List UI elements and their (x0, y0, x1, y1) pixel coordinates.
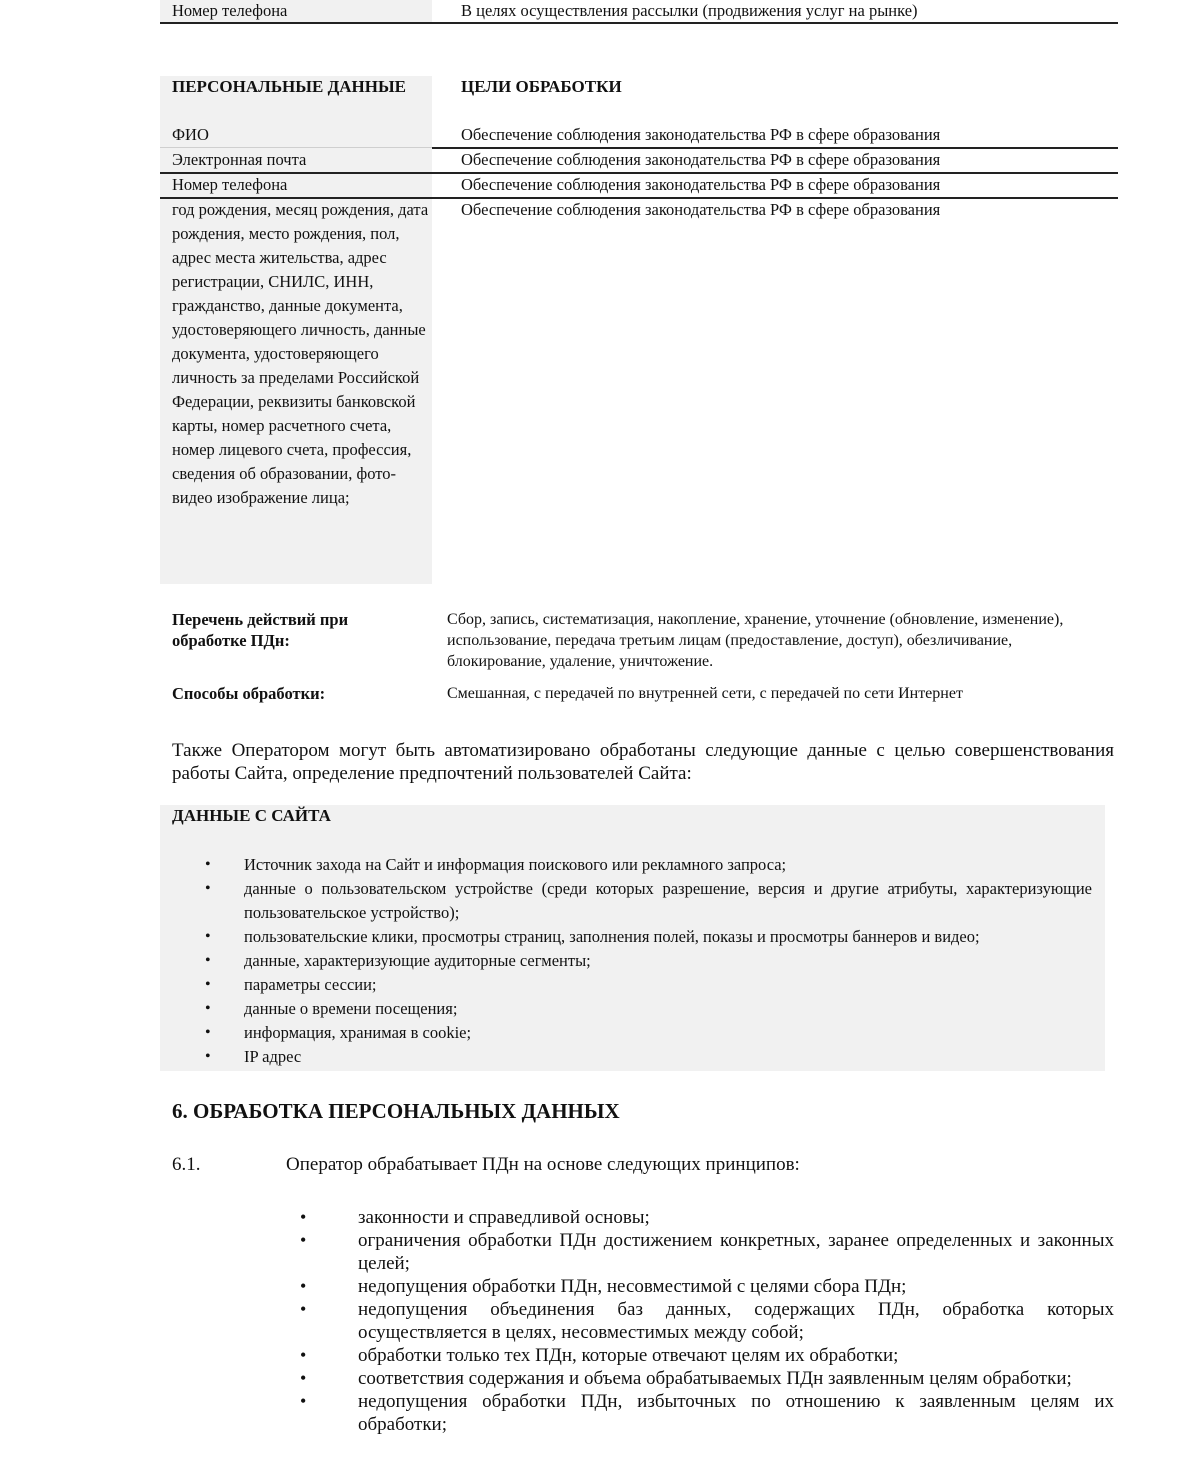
list-item: • обработки только тех ПДн, которые отвечают целям их обработки; (300, 1345, 899, 1366)
bullet-icon: • (300, 1368, 307, 1388)
previous-table-last-row (160, 0, 1118, 22)
pd-data-cell: год рождения, месяц рождения, дата рождения, место рождения, пол, адрес места жительства, адрес регистрации, СНИЛС, ИНН, гражданство, данные документа, удостоверяющего личность, данные документа, удостоверяющего личность за пределами Российской Федерации, реквизиты банковской карты, номер расчетного счета, номер лицевого счета, профессия, сведения об образовании, фото-видео изображение лица; (172, 200, 429, 507)
site-data-title: ДАННЫЕ С САЙТА (172, 806, 331, 825)
clause-number: 6.1. (172, 1154, 201, 1175)
list-item: • данные о времени посещения; (200, 997, 1092, 1021)
list-item: • IP адрес (200, 1045, 1092, 1069)
list-item: • данные о пользовательском устройстве (среди которых разрешение, версия и другие атрибуты, характеризующие пользовательское устройство); (205, 879, 1092, 922)
list-item: • Источник захода на Сайт и информация поискового или рекламного запроса; (200, 853, 1092, 877)
section-heading: 6. ОБРАБОТКА ПЕРСОНАЛЬНЫХ ДАННЫХ (172, 1099, 620, 1123)
pd-table-header-purpose: ЦЕЛИ ОБРАБОТКИ (461, 77, 622, 96)
intro-paragraph: Также Оператором могут быть автоматизировано обработаны следующие данные с целью совершенствования работы Сайта, определение предпочтений пользователей Сайта: (172, 740, 1114, 784)
row-purpose: В целях осуществления рассылки (продвижения услуг на рынке) (461, 1, 918, 20)
list-item: • недопущения объединения баз данных, содержащих ПДн, обработка которых осуществляется в целях, несовместимых между собой; (300, 1299, 1114, 1343)
actions-value: Сбор, запись, систематизация, накопление, хранение, уточнение (обновление, изменение), использование, передача третьим лицам (предоставление, доступ), обезличивание, блокирование, удаление, уничтожение. (447, 611, 1064, 670)
bullet-icon: • (205, 1000, 211, 1017)
site-data-list (200, 853, 1092, 1069)
bullet-icon: • (205, 952, 211, 969)
pd-data-cell: Номер телефона (172, 175, 288, 194)
actions-label: Перечень действий при обработке ПДн: (172, 610, 349, 650)
pd-table-header-data: ПЕРСОНАЛЬНЫЕ ДАННЫЕ (172, 77, 407, 96)
bullet-icon: • (300, 1391, 307, 1411)
list-item: • ограничения обработки ПДн достижением конкретных, заранее определенных и законных целей; (300, 1230, 1114, 1274)
list-item: • соответствия содержания и объема обрабатываемых ПДн заявленным целям обработки; (300, 1368, 1072, 1389)
pd-purpose-cell: Обеспечение соблюдения законодательства РФ в сфере образования (461, 175, 941, 194)
pd-purpose-cell: Обеспечение соблюдения законодательства РФ в сфере образования (461, 125, 941, 144)
list-item: • информация, хранимая в cookie; (200, 1021, 1092, 1045)
bullet-icon: • (205, 1024, 211, 1041)
bullet-icon: • (205, 928, 211, 945)
bullet-icon: • (300, 1276, 307, 1296)
bullet-icon: • (205, 1048, 211, 1065)
principles-list (300, 1206, 1114, 1436)
bullet-icon: • (300, 1207, 307, 1227)
list-item: • пользовательские клики, просмотры страниц, заполнения полей, показы и просмотры баннеров и видео; (200, 925, 1092, 949)
list-item: • недопущения обработки ПДн, избыточных по отношению к заявленным целям их обработки; (300, 1391, 1114, 1435)
methods-label: Способы обработки: (172, 684, 326, 703)
bullet-icon: • (300, 1230, 307, 1250)
methods-value: Смешанная, с передачей по внутренней сети, с передачей по сети Интернет (447, 685, 963, 702)
pd-data-cell: Электронная почта (172, 150, 307, 169)
list-item: • законности и справедливой основы; (300, 1207, 650, 1228)
bullet-icon: • (205, 856, 211, 873)
row-label: Номер телефона (172, 1, 288, 20)
bullet-icon: • (300, 1345, 307, 1365)
clause-text: Оператор обрабатывает ПДн на основе следующих принципов: (286, 1154, 800, 1175)
bullet-icon: • (300, 1299, 307, 1319)
list-item: • недопущения обработки ПДн, несовместимой с целями сбора ПДн; (300, 1276, 907, 1297)
list-item: • данные, характеризующие аудиторные сегменты; (200, 949, 1092, 973)
pd-data-cell: ФИО (172, 125, 209, 144)
pd-purpose-cell: Обеспечение соблюдения законодательства РФ в сфере образования (461, 150, 941, 169)
bullet-icon: • (205, 880, 211, 897)
bullet-icon: • (205, 976, 211, 993)
table-bottom-rule (160, 22, 1118, 24)
pd-purpose-cell: Обеспечение соблюдения законодательства РФ в сфере образования (461, 200, 941, 219)
list-item: • параметры сессии; (200, 973, 1092, 997)
